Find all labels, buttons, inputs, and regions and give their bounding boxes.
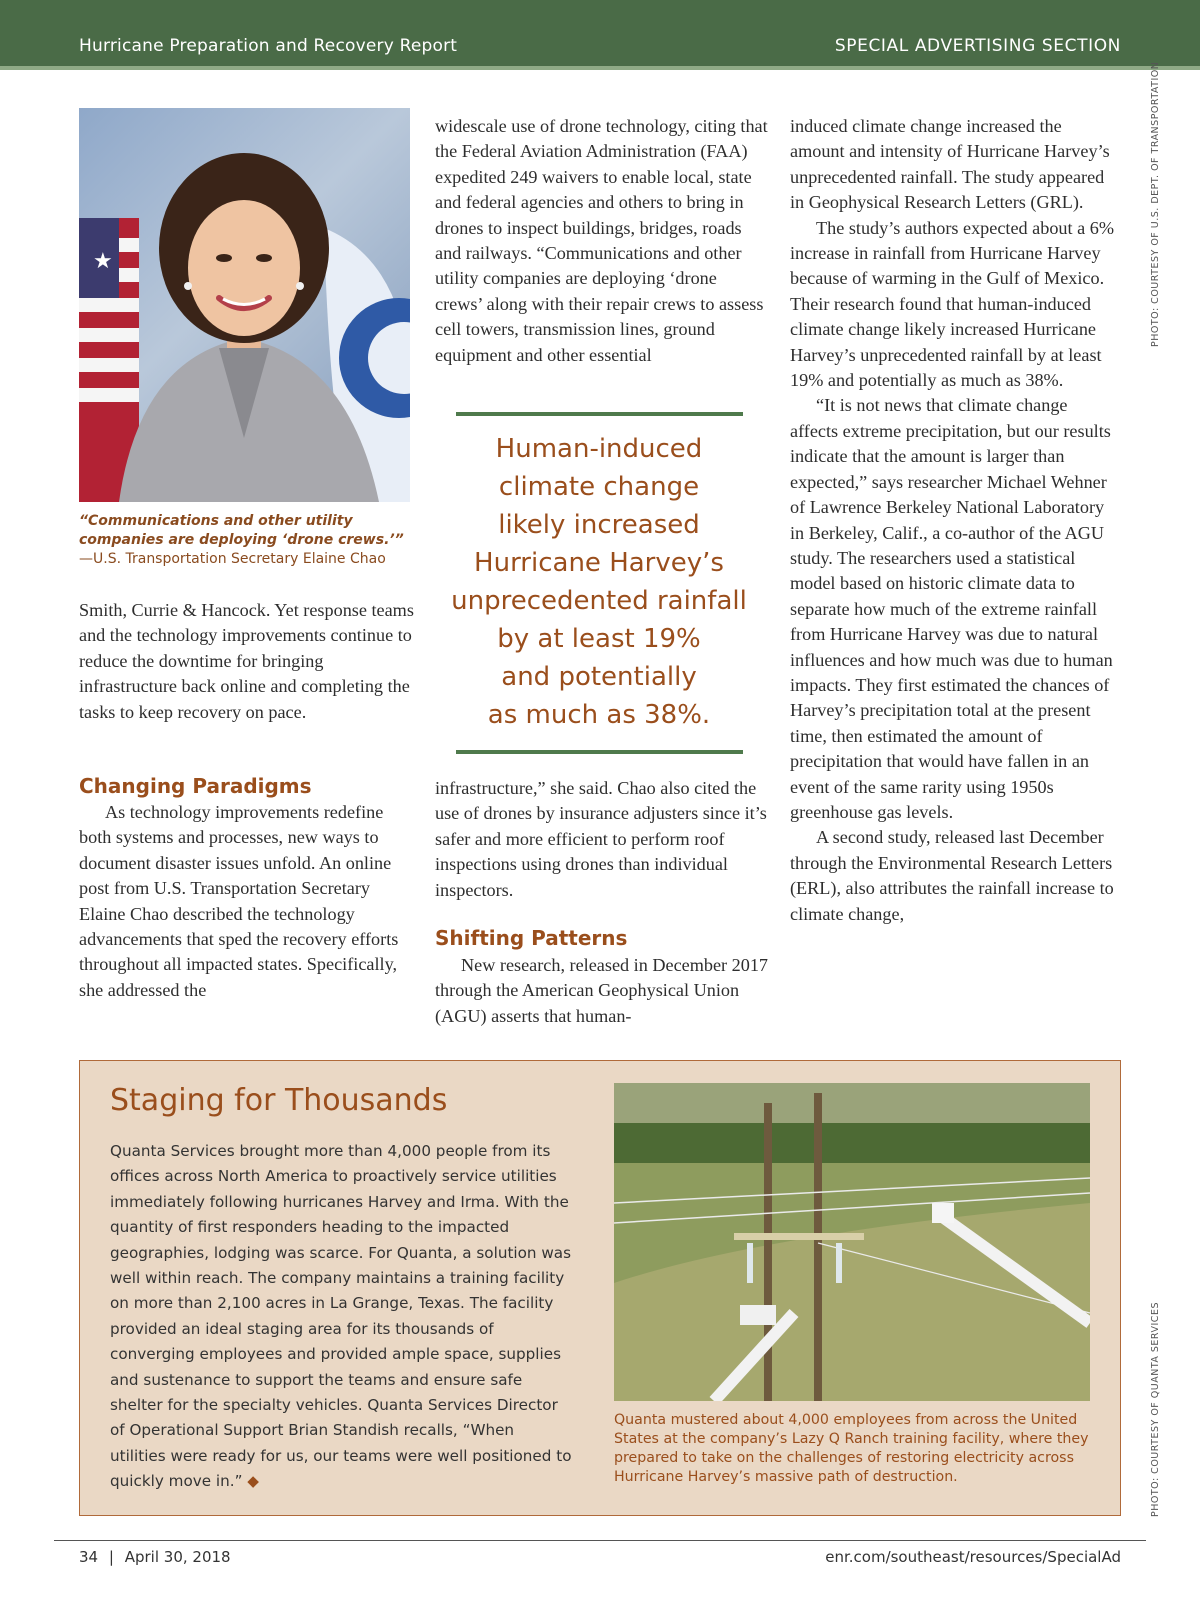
portrait-photo [79, 108, 410, 502]
column-b-bottom [435, 776, 768, 903]
pull-quote-line: Hurricane Harvey’s [474, 548, 724, 578]
advertising-label: SPECIAL ADVERTISING SECTION [834, 36, 1121, 56]
paragraph: “It is not news that climate change affects extreme precipitation, but our results indicate that the amount is larger than expected,” says researcher Michael Wehner of Lawrence Berkeley National Laboratory in Berkeley, Calif., a co-author of the AGU study. The researchers used a statistical model based on historic climate data to separate how much of the extreme rainfall from Hurricane Harvey was due to natural influences and how much was due to human impacts. They first estimated the chances of Harvey’s precipitation total at the present time, then estimated the amount of precipitation that would have fallen in an event of the same rarity using 1950s greenhouse gas levels. [790, 395, 1113, 822]
pull-quote-line: by at least 19% [497, 624, 701, 654]
column-a-intro [79, 598, 419, 725]
paragraph: A second study, released last December through the Environmental Research Letters (ERL), also attributes the rainfall increase to climate change, [790, 827, 1114, 924]
photo-credit-top: PHOTO: COURTESY OF U.S. DEPT. OF TRANSPORTATION [1150, 61, 1161, 347]
sidebar-body [110, 1139, 572, 1495]
pull-quote-line: and potentially [501, 662, 697, 692]
issue-date: April 30, 2018 [124, 1548, 231, 1566]
footer-page-info [79, 1548, 231, 1566]
sidebar-title: Staging for Thousands [110, 1083, 448, 1118]
footer-url[interactable]: enr.com/southeast/resources/SpecialAd [825, 1548, 1121, 1566]
photo-credit-bottom: PHOTO: COURTESY OF QUANTA SERVICES [1150, 1302, 1161, 1517]
pull-quote-line: likely increased [498, 510, 700, 540]
column-a-body [79, 800, 419, 1003]
pull-quote-rule-top [456, 412, 743, 416]
caption-attribution: —U.S. Transportation Secretary Elaine Chao [79, 551, 386, 567]
subhead-changing-paradigms: Changing Paradigms [79, 774, 312, 798]
pull-quote-line: Human-induced [495, 434, 703, 464]
section-title: Hurricane Preparation and Recovery Report [79, 36, 458, 56]
column-b-top [435, 114, 768, 368]
pull-quote-rule-bottom [456, 750, 743, 754]
paragraph: Smith, Currie & Hancock. Yet response teams and the technology improvements continue to reduce the downtime for bringing infrastructure back online and completing the tasks to keep recovery on pace. [79, 600, 414, 722]
column-b-research [435, 953, 768, 1029]
svg-text:★: ★ [93, 249, 113, 274]
paragraph: As technology improvements redefine both systems and processes, new ways to document disaster issues unfold. An online post from U.S. Transportation Secretary Elaine Chao described the technology advancements that sped the recovery efforts throughout all impacted states. Specifically, she addressed the [79, 802, 399, 1000]
staging-photo [614, 1083, 1090, 1401]
paragraph: infrastructure,” she said. Chao also cited the use of drones by insurance adjusters since it’s safer and more efficient to perform roof inspections using drones than individual inspectors. [435, 778, 767, 900]
paragraph: widescale use of drone technology, citing that the Federal Aviation Administration (FAA) expedited 249 waivers to enable local, state and federal agencies and others to bring in drones to inspect buildings, bridges, roads and railways. “Communications and other utility companies are deploying ‘drone crews’ along with their repair crews to assess cell towers, transmission lines, ground equipment and other essential [435, 116, 768, 365]
page-number: 34 [79, 1548, 99, 1566]
caption-quote: “Communications and other utility companies are deploying ‘drone crews.’” [79, 513, 404, 548]
sidebar-text: Quanta Services brought more than 4,000 people from its offices across North America to proactively service utilities immediately following hurricanes Harvey and Irma. With the quantity of first responders heading to the impacted geographies, lodging was scarce. For Quanta, a solution was well within reach. The company maintains a training facility on more than 2,100 acres in La Grange, Texas. The facility provided an ideal staging area for its thousands of converging employees and provided ample space, supplies and sustenance to support the teams and ensure safe shelter for the specialty vehicles. Quanta Services Director of Operational Support Brian Standish recalls, “When utilities were ready for us, our teams were well positioned to quickly move in.” [110, 1142, 572, 1491]
footer-separator: | [108, 1548, 114, 1566]
paragraph: New research, released in December 2017 through the American Geophysical Union (AGU) asserts that human- [435, 955, 769, 1026]
pull-quote-line: as much as 38%. [487, 700, 711, 730]
staging-photo-caption: Quanta mustered about 4,000 employees from across the United States at the company’s Lazy Q Ranch training facility, where they prepared to take on the challenges of restoring electricity across Hurricane Harvey’s massive path of destruction. [614, 1412, 1089, 1485]
end-mark-icon: ◆ [247, 1472, 259, 1491]
header-bar [0, 0, 1200, 70]
subhead-shifting-patterns: Shifting Patterns [435, 926, 628, 950]
paragraph: induced climate change increased the amount and intensity of Hurricane Harvey’s unprecedented rainfall. The study appeared in Geophysical Research Letters (GRL). [790, 116, 1110, 213]
paragraph: The study’s authors expected about a 6% increase in rainfall from Hurricane Harvey because of warming in the Gulf of Mexico. Their research found that human-induced climate change likely increased Hurricane Harvey’s unprecedented rainfall by at least 19% and potentially as much as 38%. [790, 217, 1114, 391]
sidebar-box [79, 1060, 1121, 1516]
pull-quote-line: climate change [498, 472, 700, 502]
pull-quote [440, 430, 758, 734]
portrait-caption [79, 512, 419, 569]
column-c [790, 114, 1120, 927]
footer-rule [54, 1540, 1146, 1541]
pull-quote-line: unprecedented rainfall [451, 586, 747, 616]
